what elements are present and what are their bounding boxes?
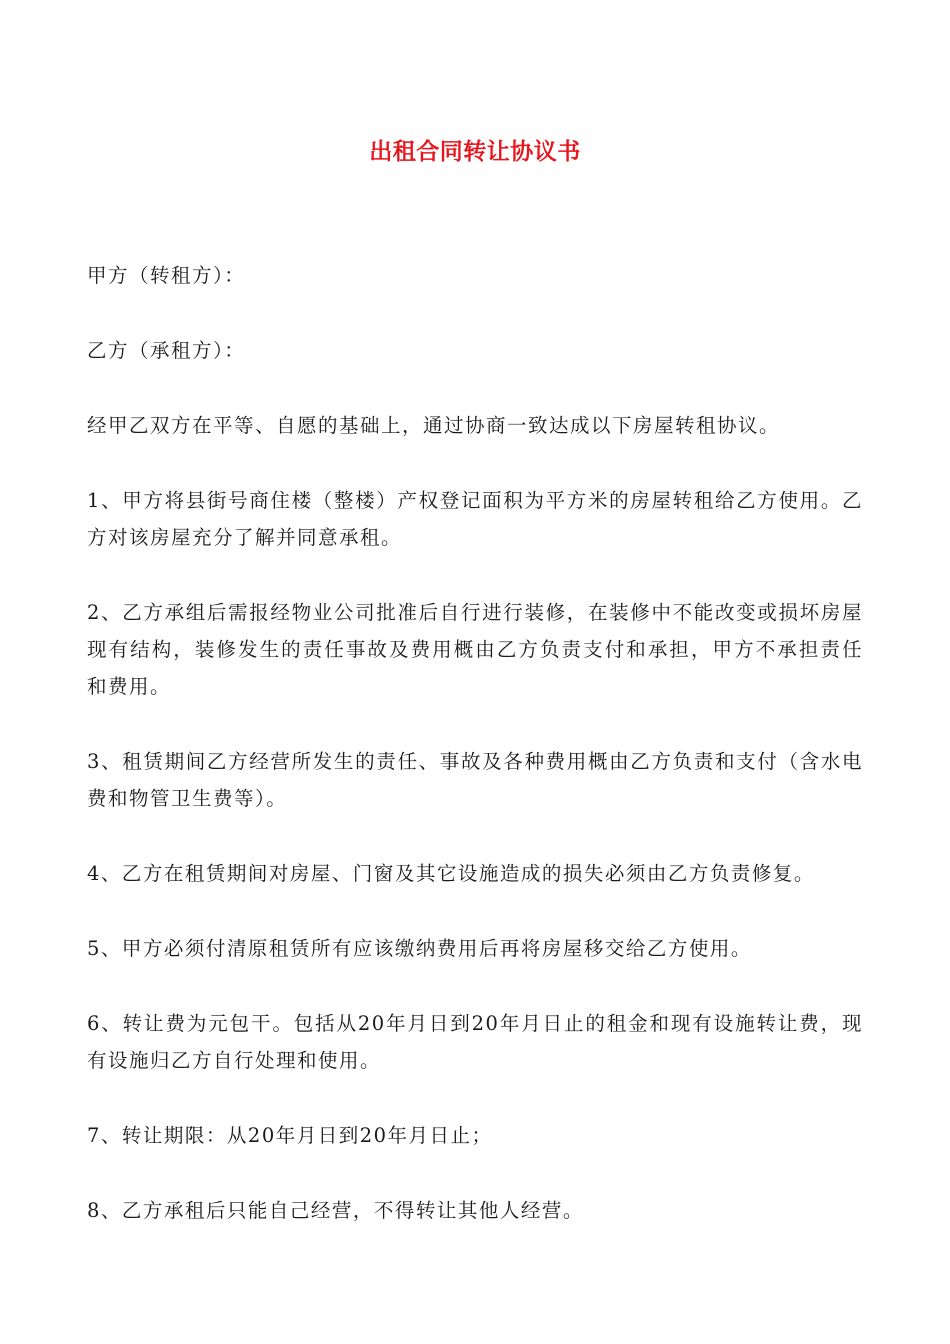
clause-5: 5、甲方必须付清原租赁所有应该缴纳费用后再将房屋移交给乙方使用。 xyxy=(87,937,752,960)
clause-8: 8、乙方承租后只能自己经营，不得转让其他人经营。 xyxy=(87,1199,584,1222)
clause-7: 7、转让期限：从20年月日到20年月日止； xyxy=(87,1124,493,1147)
party-a-line: 甲方（转租方）： xyxy=(87,264,246,287)
clause-1: 1、甲方将县街号商住楼（整楼）产权登记面积为平方米的房屋转租给乙方使用。乙方对该房屋充分了解并同意承租。 xyxy=(87,489,863,549)
clause-2: 2、乙方承组后需报经物业公司批准后自行进行装修，在装修中不能改变或损坏房屋现有结构，装修发生的责任事故及费用概由乙方负责支付和承担，甲方不承担责任和费用。 xyxy=(87,601,863,698)
document-title: 出租合同转让协议书 xyxy=(369,139,581,165)
party-b-line: 乙方（承租方）： xyxy=(87,339,246,362)
clause-3: 3、租赁期间乙方经营所发生的责任、事故及各种费用概由乙方负责和支付（含水电费和物管卫生费等）。 xyxy=(87,750,863,810)
preamble-paragraph: 经甲乙双方在平等、自愿的基础上，通过协商一致达成以下房屋转租协议。 xyxy=(87,414,781,437)
clause-4: 4、乙方在租赁期间对房屋、门窗及其它设施造成的损失必须由乙方负责修复。 xyxy=(87,862,815,885)
document-body xyxy=(87,257,863,1267)
clause-6: 6、转让费为元包干。包括从20年月日到20年月日止的租金和现有设施转让费，现有设施归乙方自行处理和使用。 xyxy=(87,1012,863,1072)
